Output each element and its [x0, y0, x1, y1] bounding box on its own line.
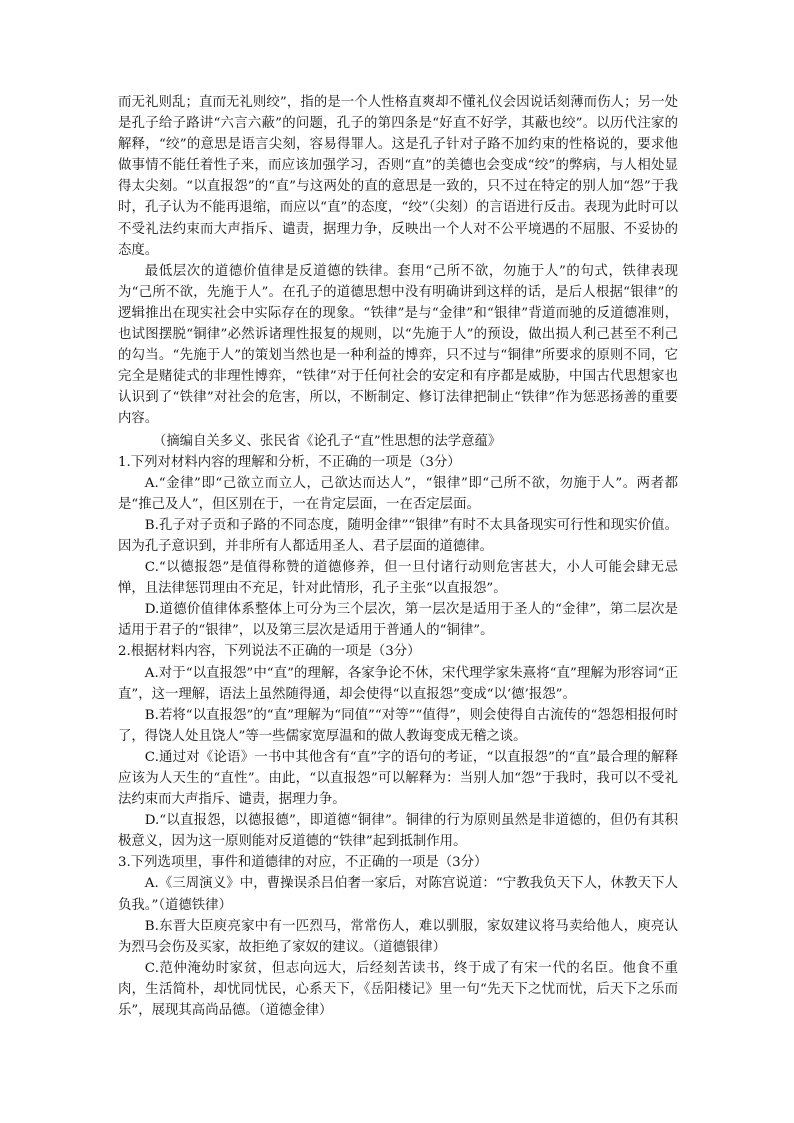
option-a: A.对于“以直报怨”中“直”的理解，各家争论不休，宋代理学家朱熹将“直”理解为形容词“正直”，这一理解，语法上虽然随得通，却会使得“以直报怨”变成“以‘德’报怨”。 — [118, 665, 678, 702]
question-3 — [118, 852, 678, 1021]
question-stem: 2.根据材料内容，下列说法不正确的一项是（3分） — [118, 644, 421, 660]
option-a: A.“金律”即“己欲立而立人，己欲达而达人”，“银律”即“己所不欲，勿施于人”。两者都是“推己及人”，但区别在于，一在肯定层面，一在否定层面。 — [118, 475, 678, 512]
option-c: C.范仲淹幼时家贫，但志向远大，后经刻苦读书，终于成了有宋一代的名臣。他食不重肉，生活简朴，却忧同忧民，心系天下，《岳阳楼记》里一句“先天下之忧而忧，后天下之乐而乐”，展现其高尚品德。（道德金律） — [118, 960, 678, 1019]
question-stem: 3.下列选项里，事件和道德律的对应，不正确的一项是（3分） — [118, 855, 488, 871]
option-b: B.若将“以直报怨”的“直”理解为“同值”“对等”“值得”，则会使得自古流传的“怨怨相报何时了，得饶人处且饶人”等一些儒家宽厚温和的做人教诲变成无稽之谈。 — [118, 707, 678, 744]
option-b: B.孔子对子贡和子路的不同态度，随明金律”“银律”有时不太具备现实可行性和现实价值。因为孔子意识到，并非所有人都适用圣人、君子层面的道德律。 — [118, 517, 678, 554]
passage-source: （摘编自关多义、张民省《论孔子“直”性思想的法学意蕴》 — [152, 433, 502, 449]
option-c: C.通过对《论语》一书中其他含有“直”字的语句的考证，“以直报怨”的“直”最合理的解释应该为人天生的“直性”。由此，“以直报怨”可以解释为：当别人加“怨”于我时，我可以不受礼法约束而大声指斥、谴责，据理力争。 — [118, 749, 678, 808]
question-1 — [118, 452, 678, 642]
passage-paragraph-1: 而无礼则乱；直而无礼则绞”，指的是一个人性格直爽却不懂礼仪会因说话刻薄而伤人；另一处是孔子给子路讲“六言六蔽”的问题，孔子的第四条是“好直不好学，其蔽也绞”。以历代注家的解释，“绞”的意思是语言尖刻，容易得罪人。这是孔子针对子路不加约束的性格说的，要求他做事情不能任着性子来，而应该加强学习，否则“直”的美德也会变成“绞”的弊病，与人相处显得太尖刻。“以直报怨”的“直”与这两处的直的意思是一致的，只不过在特定的别人加“怨”于我时，孔子认为不能再退缩，而应以“直”的态度，“绞”（尖刻）的言语进行反击。表现为此时可以不受礼法约束而大声指斥、谴责，据理力争，反映出一个人对不公平境遇的不屈服、不妥协的态度。 — [118, 95, 678, 258]
option-b: B.东晋大臣庾亮家中有一匹烈马，常常伤人，难以驯服，家奴建议将马卖给他人，庾亮认为烈马会伤及买家，故拒绝了家奴的建议。（道德银律） — [118, 918, 678, 955]
option-c: C.“以德报怨”是值得称赞的道德修养，但一旦付诸行动则危害甚大，小人可能会肆无忌惮，且法律惩罚理由不充足，针对此情形，孔子主张“以直报怨”。 — [118, 560, 678, 597]
option-a: A.《三周演义》中，曹操误杀吕伯奢一家后，对陈宫说道：“宁教我负天下人，休教天下人负我。”（道德铁律） — [118, 876, 678, 913]
option-d: D.道德价值律体系整体上可分为三个层次，第一层次是适用于圣人的“金律”，第二层次是适用于君子的“银律”，以及第三层次是适用于普通人的“铜律”。 — [118, 602, 678, 639]
question-2 — [118, 641, 678, 852]
question-stem: 1.下列对材料内容的理解和分析，不正确的一项是（3分） — [118, 454, 461, 470]
option-d: D.“以直报怨，以德报德”，即道德“铜律”。铜律的行为原则虽然是非道德的，但仍有其积极意义，因为这一原则能对反道德的“铁律”起到抵制作用。 — [118, 813, 678, 850]
passage-paragraph-2: 最低层次的道德价值律是反道德的铁律。套用“己所不欲，勿施于人”的句式，铁律表现为“己所不欲，先施于人”。在孔子的道德思想中没有明确讲到这样的话，是后人根据“银律”的逻辑推出在现实社会中实际存在的现象。“铁律”是与“金律”和“银律”背道而驰的反道德准则，也试图摆脱“铜律”必然诉诸理性报复的规则，以“先施于人”的预设，做出损人利己甚至不利己的勾当。“先施于人”的策划当然也是一种利益的博弈，只不过与“铜律”所要求的原则不同，它完全是赌徒式的非理性博弈，“铁律”对于任何社会的安定和有序都是威胁，中国古代思想家也认识到了“铁律”对社会的危害，所以，不断制定、修订法律把制止“铁律”作为惩恶扬善的重要内容。 — [118, 263, 678, 427]
document-page — [118, 92, 678, 1021]
